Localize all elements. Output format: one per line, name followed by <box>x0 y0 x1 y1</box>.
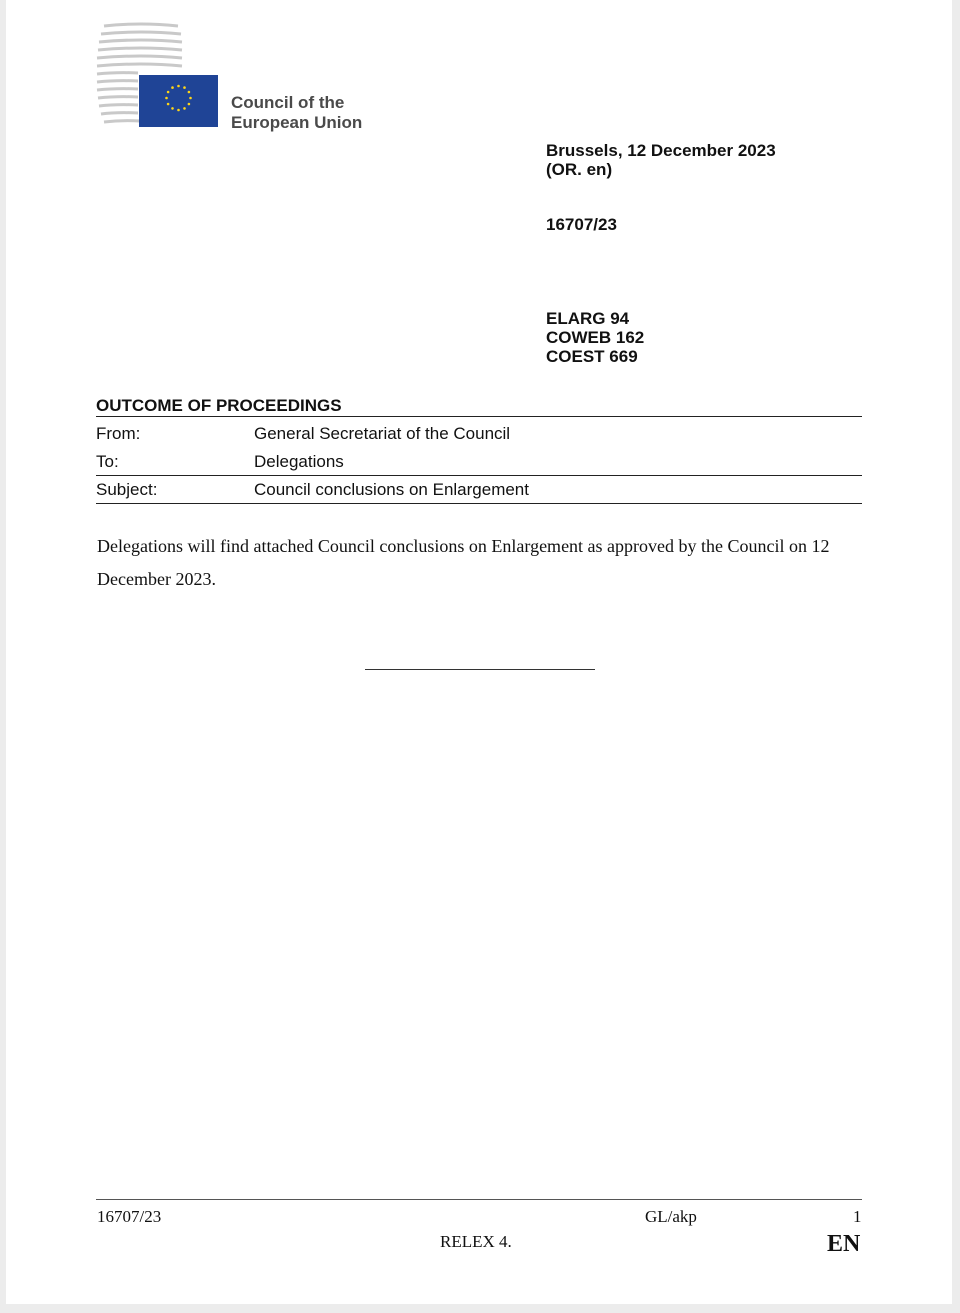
meta-label-subject: Subject: <box>96 480 158 499</box>
meta-value-from: General Secretariat of the Council <box>254 424 511 443</box>
meta-row-subject <box>96 476 862 504</box>
code-elarg: ELARG 94 <box>546 309 630 328</box>
eu-flag <box>139 75 218 127</box>
meta-value-to: Delegations <box>254 452 344 471</box>
meta-label-to: To: <box>96 452 119 471</box>
meta-row-to <box>96 448 862 476</box>
code-coest: COEST 669 <box>546 347 638 366</box>
footer-language: EN <box>827 1231 861 1257</box>
date-block <box>546 141 776 179</box>
doc-number: 16707/23 <box>546 215 617 234</box>
org-name-line2: European Union <box>231 113 363 132</box>
outcome-title: OUTCOME OF PROCEEDINGS <box>96 396 862 417</box>
org-name <box>231 93 362 133</box>
council-logo-icon <box>96 20 226 132</box>
footer-page-number: 1 <box>853 1207 862 1226</box>
footer-initials: GL/akp <box>645 1207 697 1226</box>
code-coweb: COWEB 162 <box>546 328 645 347</box>
meta-value-subject: Council conclusions on Enlargement <box>254 480 529 499</box>
meta-row-from <box>96 420 862 447</box>
footer-divider <box>96 1199 862 1200</box>
original-language: (OR. en) <box>546 160 613 179</box>
footer-department: RELEX 4. <box>440 1232 512 1251</box>
org-name-line1: Council of the <box>231 93 345 112</box>
classification-codes <box>546 309 644 366</box>
place-date: Brussels, 12 December 2023 <box>546 141 776 160</box>
body-paragraph: Delegations will find attached Council conclusions on Enlargement as approved by the Council on 12 December 2023. <box>97 536 830 589</box>
end-separator <box>365 669 595 670</box>
meta-label-from: From: <box>96 424 141 443</box>
footer-doc-ref: 16707/23 <box>97 1207 162 1226</box>
document-page <box>6 0 952 1304</box>
